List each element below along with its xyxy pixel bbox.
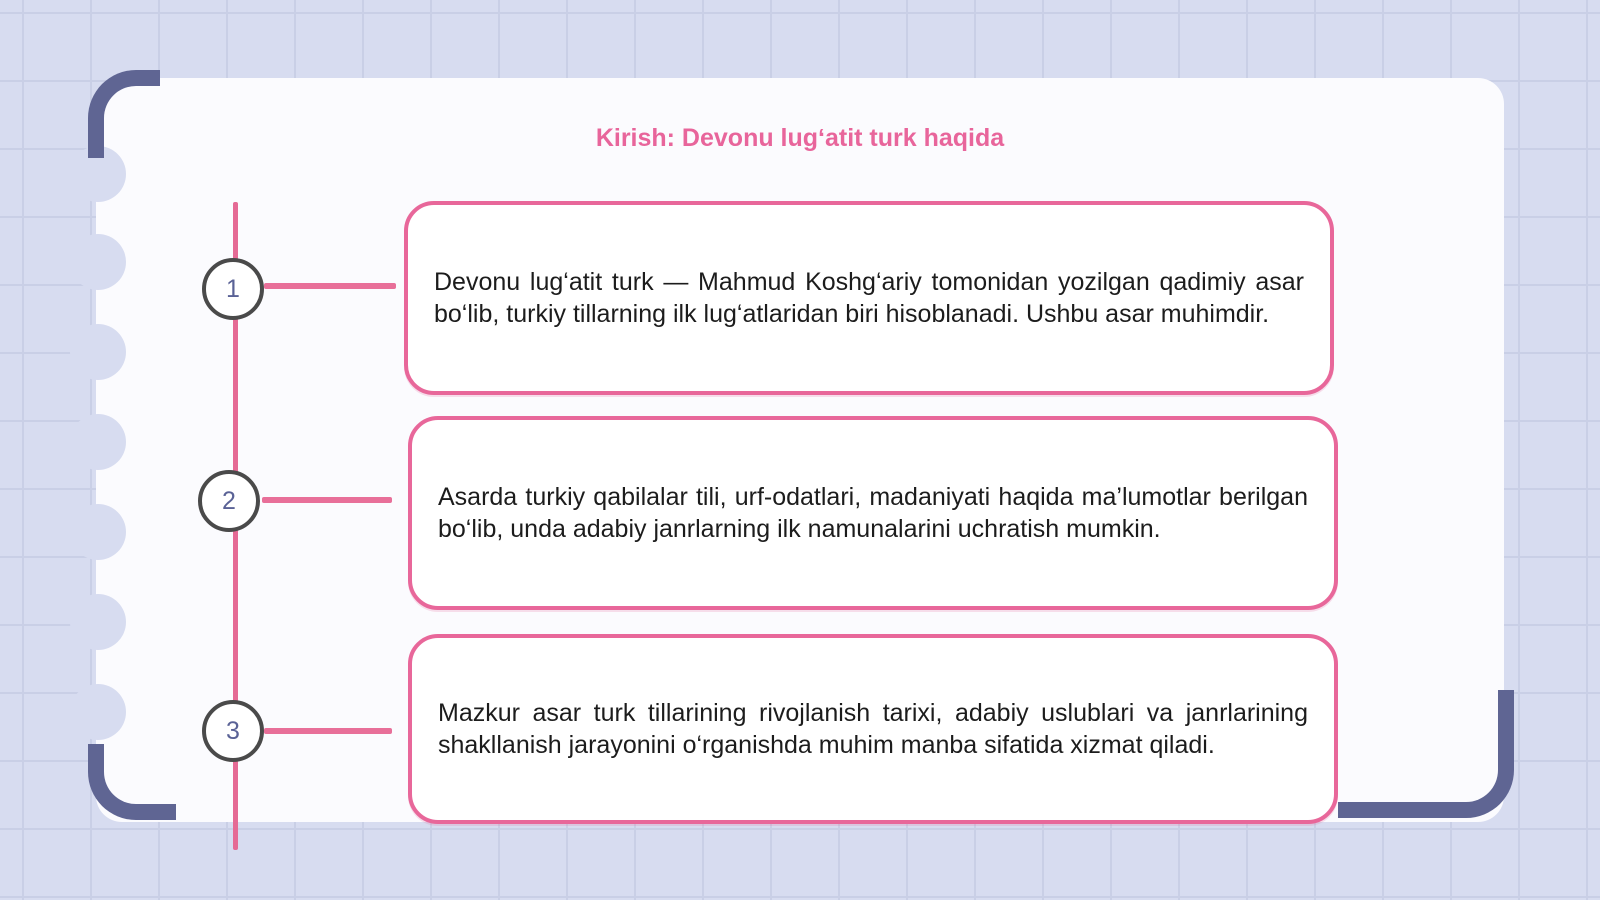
paper-scallop [70,234,126,290]
node-number: 1 [226,274,240,303]
timeline-connector [264,728,392,734]
timeline-node-1 [202,258,264,320]
node-number: 2 [222,486,236,515]
timeline-connector [264,283,396,289]
slide-title: Kirish: Devonu lugʻatit turk haqida [595,124,1005,152]
corner-bracket-bottom-right [1338,690,1514,818]
paper-scallop [70,684,126,740]
card-text: Mazkur asar turk tillarining rivojlanish tarixi, adabiy uslublari va janrlarining shakllanish jarayonini o‘rganishda muhim manba sifatida xizmat qiladi. [438,699,1308,759]
timeline-node-2 [198,470,260,532]
timeline-connector [262,497,392,503]
paper-scallop [70,504,126,560]
card-text: Devonu lug‘atit turk — Mahmud Koshg‘ariy tomonidan yozilgan qadimiy asar bo‘lib, turkiy tillarning ilk lug‘atlaridan biri hisoblanadi. Ushbu asar muhimdir. [434,268,1304,328]
node-number: 3 [226,716,240,745]
paper-scallop [70,594,126,650]
info-card-1 [404,201,1334,395]
paper-scallop [70,414,126,470]
paper-scallop [70,324,126,380]
card-text: Asarda turkiy qabilalar tili, urf-odatlari, madaniyati haqida ma’lumotlar berilgan bo‘lib, unda adabiy janrlarning ilk namunalarini uchratish mumkin. [438,483,1308,543]
info-card-2 [408,416,1338,610]
timeline-node-3 [202,700,264,762]
info-card-3 [408,634,1338,824]
